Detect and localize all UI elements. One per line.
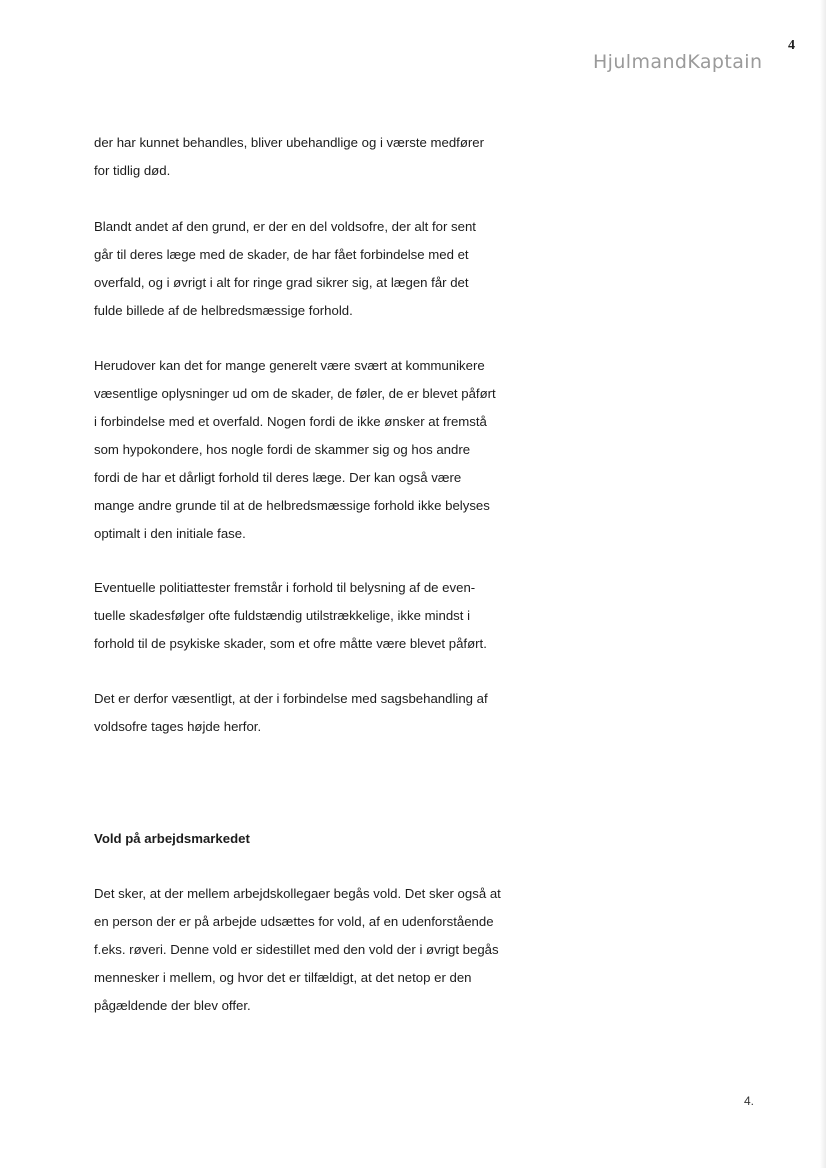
section-heading: Vold på arbejdsmarkedet	[94, 831, 250, 846]
body-paragraph-1: der har kunnet behandles, bliver ubehandlige og i værste medfører for tidlig død.	[94, 135, 484, 178]
body-paragraph-2: Blandt andet af den grund, er der en del voldsofre, der alt for sent går til deres læge med de skader, de har fået forbindelse med et overfald, og i øvrigt i alt for ringe grad sikrer sig, at lægen får det fulde billede af de helbredsmæssige forhold.	[94, 219, 476, 318]
section-paragraph: Det sker, at der mellem arbejdskollegaer begås vold. Det sker også at en person der er på arbejde udsættes for vold, af en udenforstående f.eks. røveri. Denne vold er sidestillet med den vold der i øvrigt begås mennesker i mellem, og hvor det er tilfældigt, at det netop er den pågældende der blev offer.	[94, 886, 501, 1013]
body-paragraph-5: Det er derfor væsentligt, at der i forbindelse med sagsbehandling af voldsofre tages højde herfor.	[94, 691, 488, 734]
body-paragraph-3: Herudover kan det for mange generelt være svært at kommunikere væsentlige oplysninger ud om de skader, de føler, de er blevet påført i forbindelse med et overfald. Nogen fordi de ikke ønsker at fremstå som hypokondere, hos nogle fordi de skammer sig og hos andre fordi de har et dårligt forhold til deres læge. Der kan også være mange andre grunde til at de helbredsmæssige forhold ikke belyses optimalt i den initiale fase.	[94, 358, 496, 541]
page-number-top: 4	[788, 38, 795, 53]
body-paragraph-4: Eventuelle politiattester fremstår i forhold til belysning af de even- tuelle skadesfølger ofte fuldstændig utilstrækkelige, ikke mindst i forhold til de psykiske skader, som et ofre måtte være blevet påført.	[94, 580, 487, 651]
scan-edge-shadow	[820, 0, 826, 1168]
company-logo: HjulmandKaptain	[593, 51, 763, 73]
page-number-footer: 4.	[744, 1094, 755, 1108]
